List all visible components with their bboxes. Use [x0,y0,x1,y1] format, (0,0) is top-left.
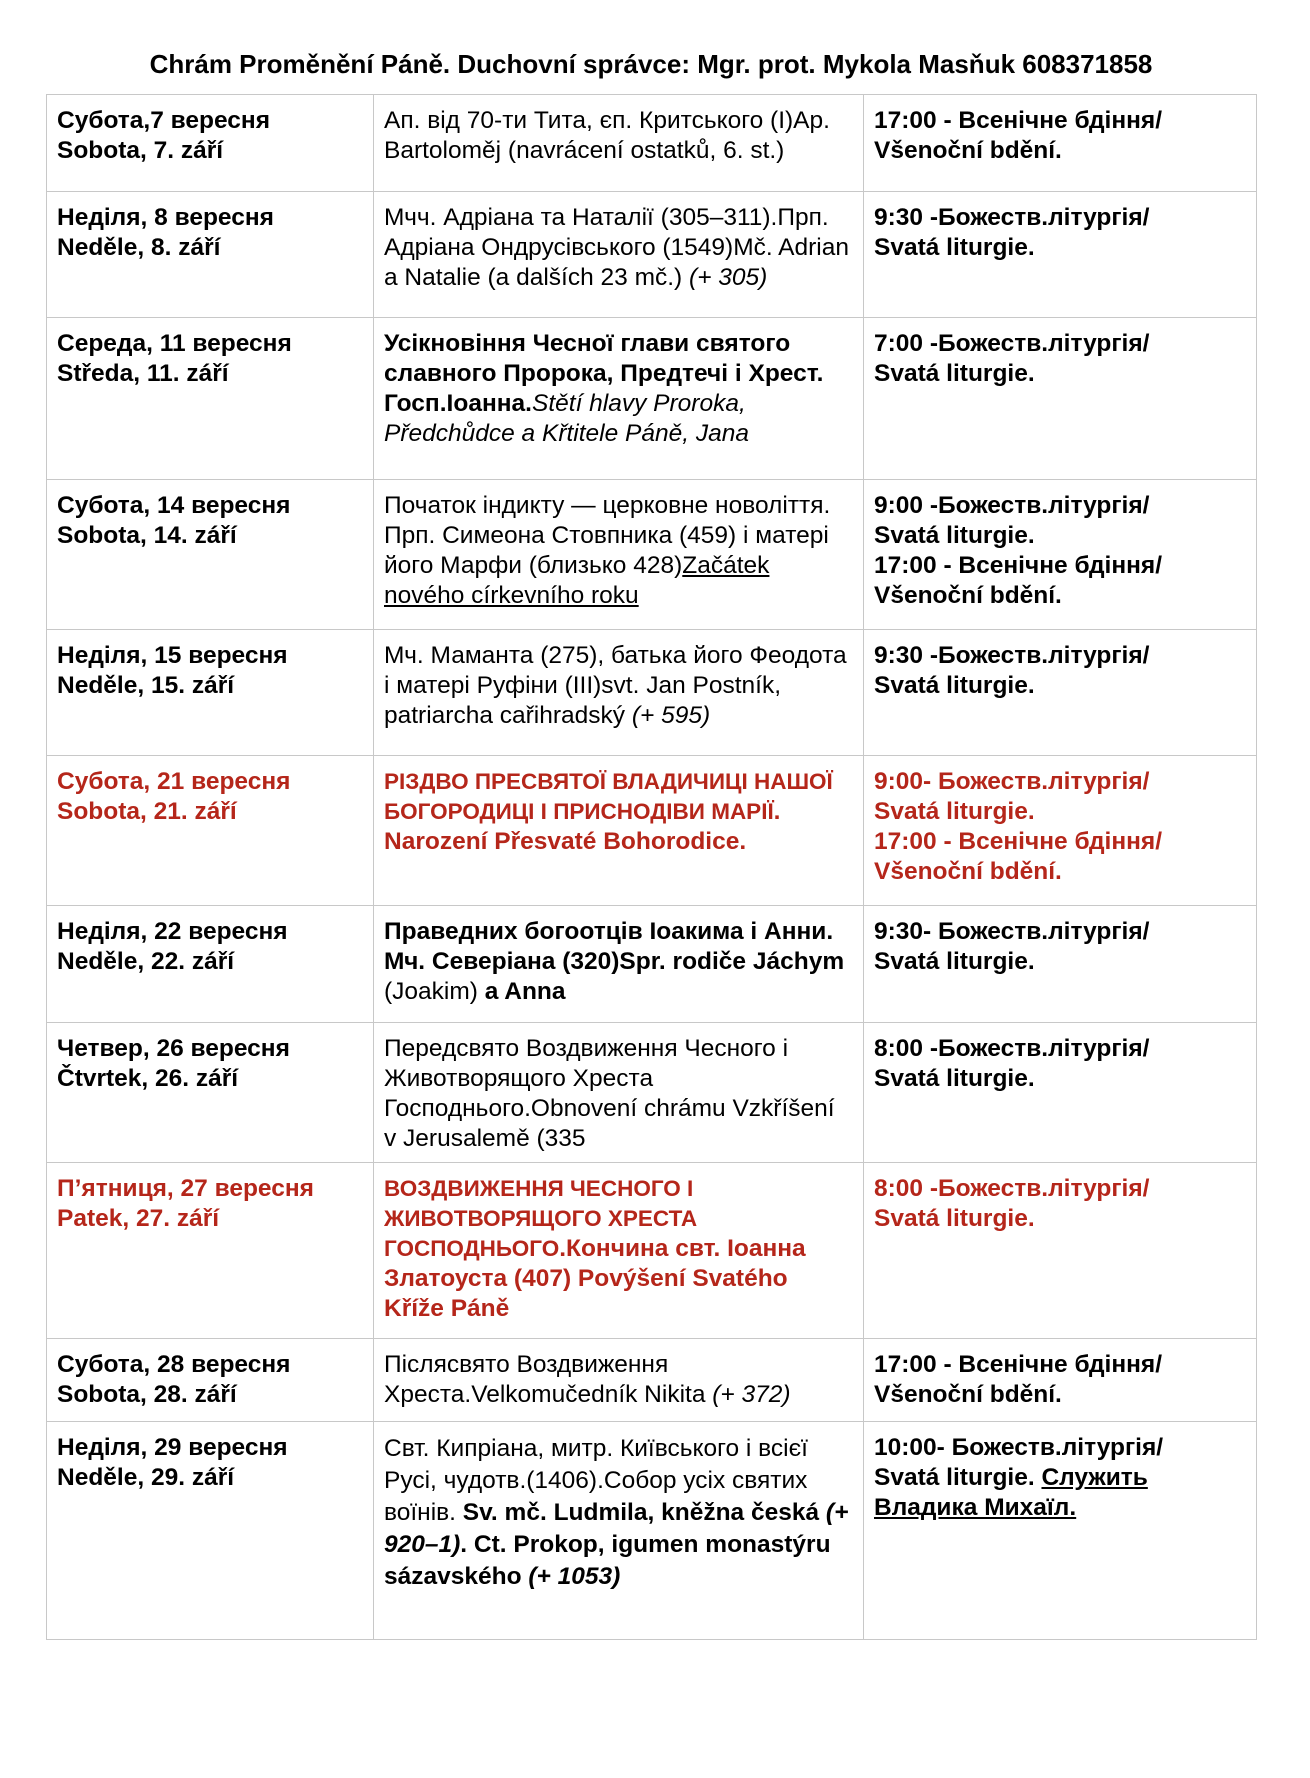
service-line: Svatá liturgie. [874,1205,1035,1232]
service-cell [864,756,1257,906]
table-row [47,1339,1257,1422]
table-row [47,1163,1257,1339]
date-uk: Неділя, 15 вересня [57,642,288,669]
description-text: Мч. Маманта (275), батька його Феодота і матері Руфіни (III)svt. Jan Postník, patriarcha cařihradský [384,642,847,729]
service-line: 17:00 - Всенічне бдіння/ [874,1351,1163,1378]
table-row [47,756,1257,906]
date-cz: Neděle, 8. září [57,234,221,261]
date-cell [47,192,374,318]
service-line: 9:30- Божеств.літургія/ [874,918,1150,945]
date-cell [47,630,374,756]
date-uk: Субота, 21 вересня [57,768,291,795]
service-cell [864,630,1257,756]
date-cz: Sobota, 21. září [57,798,237,825]
service-cell [864,480,1257,630]
description-cell [374,95,864,192]
description-cell [374,1339,864,1422]
service-line: 7:00 -Божеств.літургія/ [874,330,1150,357]
description-cell [374,906,864,1023]
date-cz: Středa, 11. září [57,360,229,387]
date-uk: Неділя, 29 вересня [57,1434,288,1461]
description-text: Ап. від 70-ти Тита, єп. Критського (I)Ap. Bartoloměj (navrácení ostatků, 6. st.) [384,107,830,164]
description-cell [374,756,864,906]
description-italic: (+ 1053) [528,1563,621,1590]
date-cz: Čtvrtek, 26. září [57,1065,239,1092]
service-line: Svatá liturgie. [874,234,1035,261]
service-cell [864,192,1257,318]
date-uk: Субота,7 вересня [57,107,271,134]
date-cell [47,318,374,480]
date-cz: Sobota, 14. září [57,522,237,549]
feast-name: Усікновіння Чесної глави святого славного Пророка, Предтечі і Хрест. Госп.Іоанна. [384,330,824,417]
date-cell [47,1339,374,1422]
description-italic: (+ 372) [712,1381,791,1408]
feast-name: ВОЗДВИЖЕННЯ ЧЕСНОГО І ЖИВОТВОРЯЩОГО ХРЕСТА ГОСПОДНЬОГО [384,1176,698,1261]
service-line: Všenoční bdění. [874,858,1062,885]
date-cz: Neděle, 15. září [57,672,235,699]
service-line: 9:00 -Божеств.літургія/ [874,492,1150,519]
table-row [47,1023,1257,1163]
date-cell [47,480,374,630]
description-link[interactable]: Začátek nového církevního roku [384,552,770,609]
date-cell [47,756,374,906]
description-cell [374,1163,864,1339]
description-italic: (+ 305) [689,264,768,291]
description-cell [374,318,864,480]
description-italic: Stětí hlavy Proroka, Předchůdce a Křtitele Páně, Jana [384,390,750,447]
service-cell [864,1163,1257,1339]
service-line: 8:00 -Божеств.літургія/ [874,1035,1150,1062]
service-cell [864,95,1257,192]
date-uk: Неділя, 8 вересня [57,204,274,231]
description-text: (Joakim) [384,978,478,1005]
date-cell [47,1023,374,1163]
description-text: Свт. Кипріана, митр. Київського і всієї Русі, чудотв.(1406).Собор усіх святих воїнів. [384,1435,808,1526]
table-row [47,906,1257,1023]
table-row [47,1422,1257,1640]
date-cell [47,1422,374,1640]
feast-name: Sv. mč. Ludmila, kněžna česká [462,1499,826,1526]
date-cz: Neděle, 22. září [57,948,235,975]
date-cz: Patek, 27. září [57,1205,220,1232]
table-row [47,480,1257,630]
date-uk: Субота, 14 вересня [57,492,291,519]
service-line: Svatá liturgie. [874,672,1035,699]
date-uk: Неділя, 22 вересня [57,918,288,945]
description-cell [374,480,864,630]
service-line: Svatá liturgie. [874,798,1035,825]
date-uk: Четвер, 26 вересня [57,1035,290,1062]
service-line: 8:00 -Божеств.літургія/ [874,1175,1150,1202]
feast-name: . Ct. Prokop, igumen monastýru sázavského [384,1531,831,1590]
description-cell [374,1422,864,1640]
service-line: Všenoční bdění. [874,582,1062,609]
description-cell [374,192,864,318]
feast-name: Праведних богоотців Іоакима і Анни. Мч. Северіана (320)Spr. rodiče Jáchym [384,918,845,975]
table-row [47,95,1257,192]
service-cell [864,1023,1257,1163]
service-cell [864,1339,1257,1422]
service-line: 9:30 -Божеств.літургія/ [874,642,1150,669]
description-text: Передсвято Воздвиження Чесного і Животворящого Хреста Господнього.Obnovení chrámu Vzkříšení v Jerusalemě (335 [384,1035,835,1152]
service-line: Všenoční bdění. [874,137,1062,164]
date-cz: Neděle, 29. září [57,1464,235,1491]
table-row [47,630,1257,756]
description-text: . Narození Přesvaté Bohorodice. [384,798,781,855]
date-cell [47,95,374,192]
date-cell [47,906,374,1023]
service-line: Svatá liturgie. [874,522,1035,549]
service-line: 9:30 -Божеств.літургія/ [874,204,1150,231]
description-text: Післясвято Воздвиження Хреста.Velkomučedník Nikita [384,1351,713,1408]
service-line: Svatá liturgie. [874,1464,1042,1491]
service-cell [864,318,1257,480]
description-italic: (+ 920–1) [384,1499,849,1558]
service-line: Svatá liturgie. [874,948,1035,975]
date-uk: П’ятниця, 27 вересня [57,1175,314,1202]
description-cell [374,630,864,756]
service-cell [864,906,1257,1023]
description-italic: (+ 595) [631,702,711,729]
date-cz: Sobota, 28. září [57,1381,237,1408]
schedule-table [46,94,1257,1640]
service-line: Svatá liturgie. [874,1065,1035,1092]
description-cell [374,1023,864,1163]
service-line: 17:00 - Всенічне бдіння/ [874,828,1163,855]
service-cell [864,1422,1257,1640]
service-line: Svatá liturgie. [874,360,1035,387]
service-line: Všenoční bdění. [874,1381,1062,1408]
celebrant-link[interactable]: Служить Владика Михаїл. [874,1464,1148,1521]
table-row [47,318,1257,480]
service-line: 10:00- Божеств.літургія/ [874,1434,1164,1461]
description-text: Мчч. Адріана та Наталії (305–311).Прп. Адріана Ондрусівського (1549)Mč. Adrian a Natalie (a dalších 23 mč.) [384,204,849,291]
date-cell [47,1163,374,1339]
feast-name: a Anna [477,978,566,1005]
date-uk: Субота, 28 вересня [57,1351,291,1378]
feast-name: РІЗДВО ПРЕСВЯТОЇ ВЛАДИЧИЦІ НАШОЇ БОГОРОДИЦІ І ПРИСНОДІВИ МАРІЇ [384,769,833,824]
table-row [47,192,1257,318]
date-uk: Середа, 11 вересня [57,330,292,357]
date-cz: Sobota, 7. září [57,137,224,164]
service-line: 9:00- Божеств.літургія/ [874,768,1150,795]
service-line: 17:00 - Всенічне бдіння/ [874,107,1163,134]
service-line: 17:00 - Всенічне бдіння/ [874,552,1163,579]
description-text: .Кончина свт. Іоанна Златоуста (407) Povýšení Svatého Kříže Páně [384,1235,806,1322]
description-text: Початок індикту — церковне новоліття. Прп. Симеона Стовпника (459) і матері його Марфи (близько 428) [384,492,831,579]
page-title: Chrám Proměnění Páně. Duchovní správce: Mgr. prot. Mykola Masňuk 608371858 [149,49,1153,79]
